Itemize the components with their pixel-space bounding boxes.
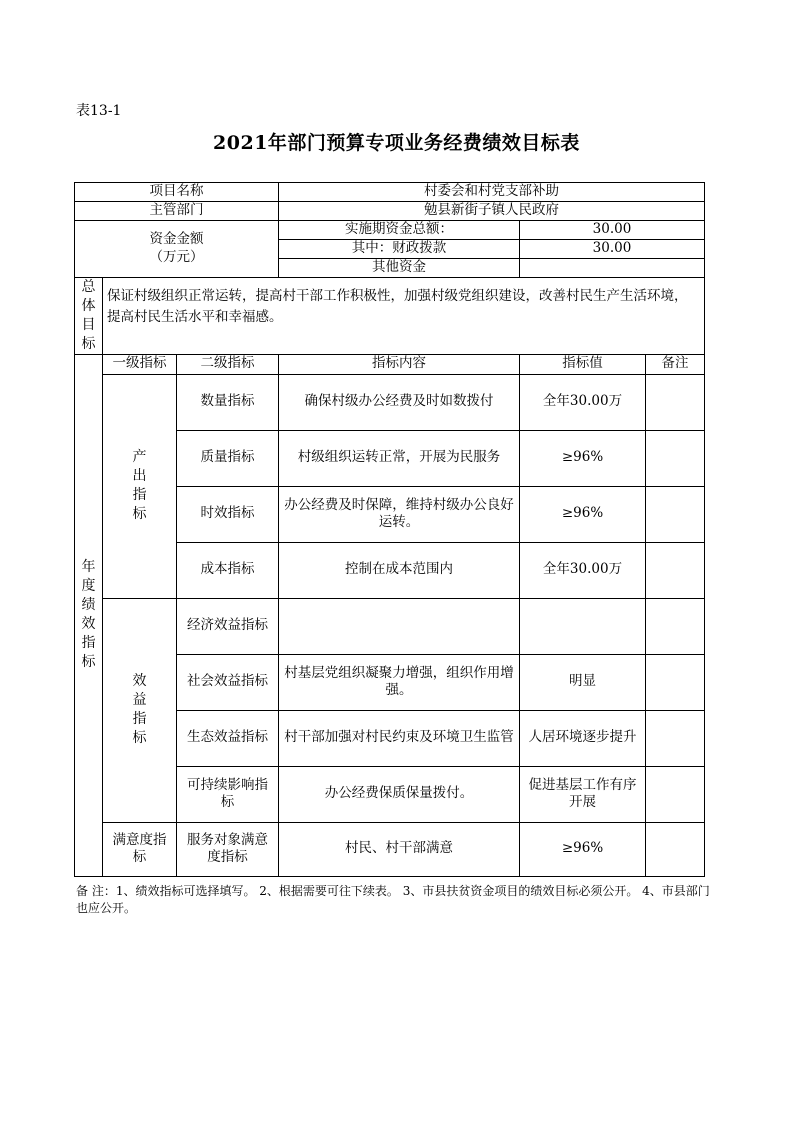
funds-label bbox=[75, 221, 279, 278]
table-row bbox=[75, 374, 705, 430]
value-cell: ≥96% bbox=[520, 486, 646, 542]
level2-cell: 成本指标 bbox=[177, 542, 279, 598]
remark-cell bbox=[646, 766, 705, 822]
value-cell: 明显 bbox=[520, 654, 646, 710]
project-name-label: 项目名称 bbox=[75, 183, 279, 202]
footnote: 备 注：1、绩效指标可选择填写。 2、根据需要可往下续表。 3、市县扶贫资金项目的绩效目标必须公开。 4、市县部门也应公开。 bbox=[76, 884, 710, 916]
content-cell: 村级组织运转正常，开展为民服务 bbox=[279, 430, 520, 486]
benefit-indicators-label: 效益指标 bbox=[103, 598, 177, 822]
value-cell: 全年30.00万 bbox=[520, 374, 646, 430]
funds-row-label: 其中：财政拨款 bbox=[279, 240, 520, 259]
content-cell: 办公经费及时保障，维持村级办公良好运转。 bbox=[279, 486, 520, 542]
level2-cell: 生态效益指标 bbox=[177, 710, 279, 766]
remark-cell bbox=[646, 374, 705, 430]
level2-cell: 服务对象满意度指标 bbox=[177, 822, 279, 876]
overall-goal-text: 保证村级组织正常运转，提高村干部工作积极性，加强村级党组织建设，改善村民生产生活环境，提高村民生活水平和幸福感。 bbox=[103, 278, 705, 355]
performance-goal-table bbox=[74, 182, 705, 877]
department-row bbox=[75, 202, 705, 221]
overall-goal-row bbox=[75, 278, 705, 355]
value-cell: ≥96% bbox=[520, 430, 646, 486]
funds-row-label: 其他资金 bbox=[279, 259, 520, 278]
project-name-row bbox=[75, 183, 705, 202]
level2-cell: 数量指标 bbox=[177, 374, 279, 430]
form-number: 表13-1 bbox=[76, 103, 122, 119]
header-remark: 备注 bbox=[646, 354, 705, 374]
funds-row-value bbox=[520, 259, 705, 278]
content-cell: 村民、村干部满意 bbox=[279, 822, 520, 876]
content-cell: 办公经费保质保量拨付。 bbox=[279, 766, 520, 822]
table-row bbox=[75, 822, 705, 876]
funds-label-line1: 资金金额 bbox=[149, 231, 204, 248]
remark-cell bbox=[646, 542, 705, 598]
content-cell: 村干部加强对村民约束及环境卫生监管 bbox=[279, 710, 520, 766]
remark-cell bbox=[646, 710, 705, 766]
value-cell: 人居环境逐步提升 bbox=[520, 710, 646, 766]
table-row bbox=[75, 598, 705, 654]
level2-cell: 质量指标 bbox=[177, 430, 279, 486]
value-cell bbox=[520, 598, 646, 654]
remark-cell bbox=[646, 822, 705, 876]
content-cell: 确保村级办公经费及时如数拨付 bbox=[279, 374, 520, 430]
remark-cell bbox=[646, 430, 705, 486]
header-content: 指标内容 bbox=[279, 354, 520, 374]
department-label: 主管部门 bbox=[75, 202, 279, 221]
level2-cell: 社会效益指标 bbox=[177, 654, 279, 710]
department-value: 勉县新街子镇人民政府 bbox=[279, 202, 705, 221]
value-cell: 促进基层工作有序开展 bbox=[520, 766, 646, 822]
value-cell: 全年30.00万 bbox=[520, 542, 646, 598]
header-level2: 二级指标 bbox=[177, 354, 279, 374]
annual-header-row bbox=[75, 354, 705, 374]
level2-cell: 时效指标 bbox=[177, 486, 279, 542]
remark-cell bbox=[646, 654, 705, 710]
funds-total-row bbox=[75, 221, 705, 240]
funds-row-value: 30.00 bbox=[520, 221, 705, 240]
output-indicators-label: 产出指标 bbox=[103, 374, 177, 598]
content-cell: 村基层党组织凝聚力增强，组织作用增强。 bbox=[279, 654, 520, 710]
value-cell: ≥96% bbox=[520, 822, 646, 876]
header-value: 指标值 bbox=[520, 354, 646, 374]
level2-cell: 可持续影响指标 bbox=[177, 766, 279, 822]
content-cell bbox=[279, 598, 520, 654]
remark-cell bbox=[646, 598, 705, 654]
project-name-value: 村委会和村党支部补助 bbox=[279, 183, 705, 202]
page-title: 2021年部门预算专项业务经费绩效目标表 bbox=[213, 132, 580, 154]
remark-cell bbox=[646, 486, 705, 542]
overall-goal-label: 总体目标 bbox=[75, 278, 103, 355]
annual-indicators-label: 年度绩效指标 bbox=[75, 354, 103, 876]
funds-row-value: 30.00 bbox=[520, 240, 705, 259]
content-cell: 控制在成本范围内 bbox=[279, 542, 520, 598]
satisfaction-indicators-label: 满意度指标 bbox=[103, 822, 177, 876]
funds-row-label: 实施期资金总额： bbox=[279, 221, 520, 240]
level2-cell: 经济效益指标 bbox=[177, 598, 279, 654]
funds-label-line2: （万元） bbox=[149, 249, 204, 265]
header-level1: 一级指标 bbox=[103, 354, 177, 374]
